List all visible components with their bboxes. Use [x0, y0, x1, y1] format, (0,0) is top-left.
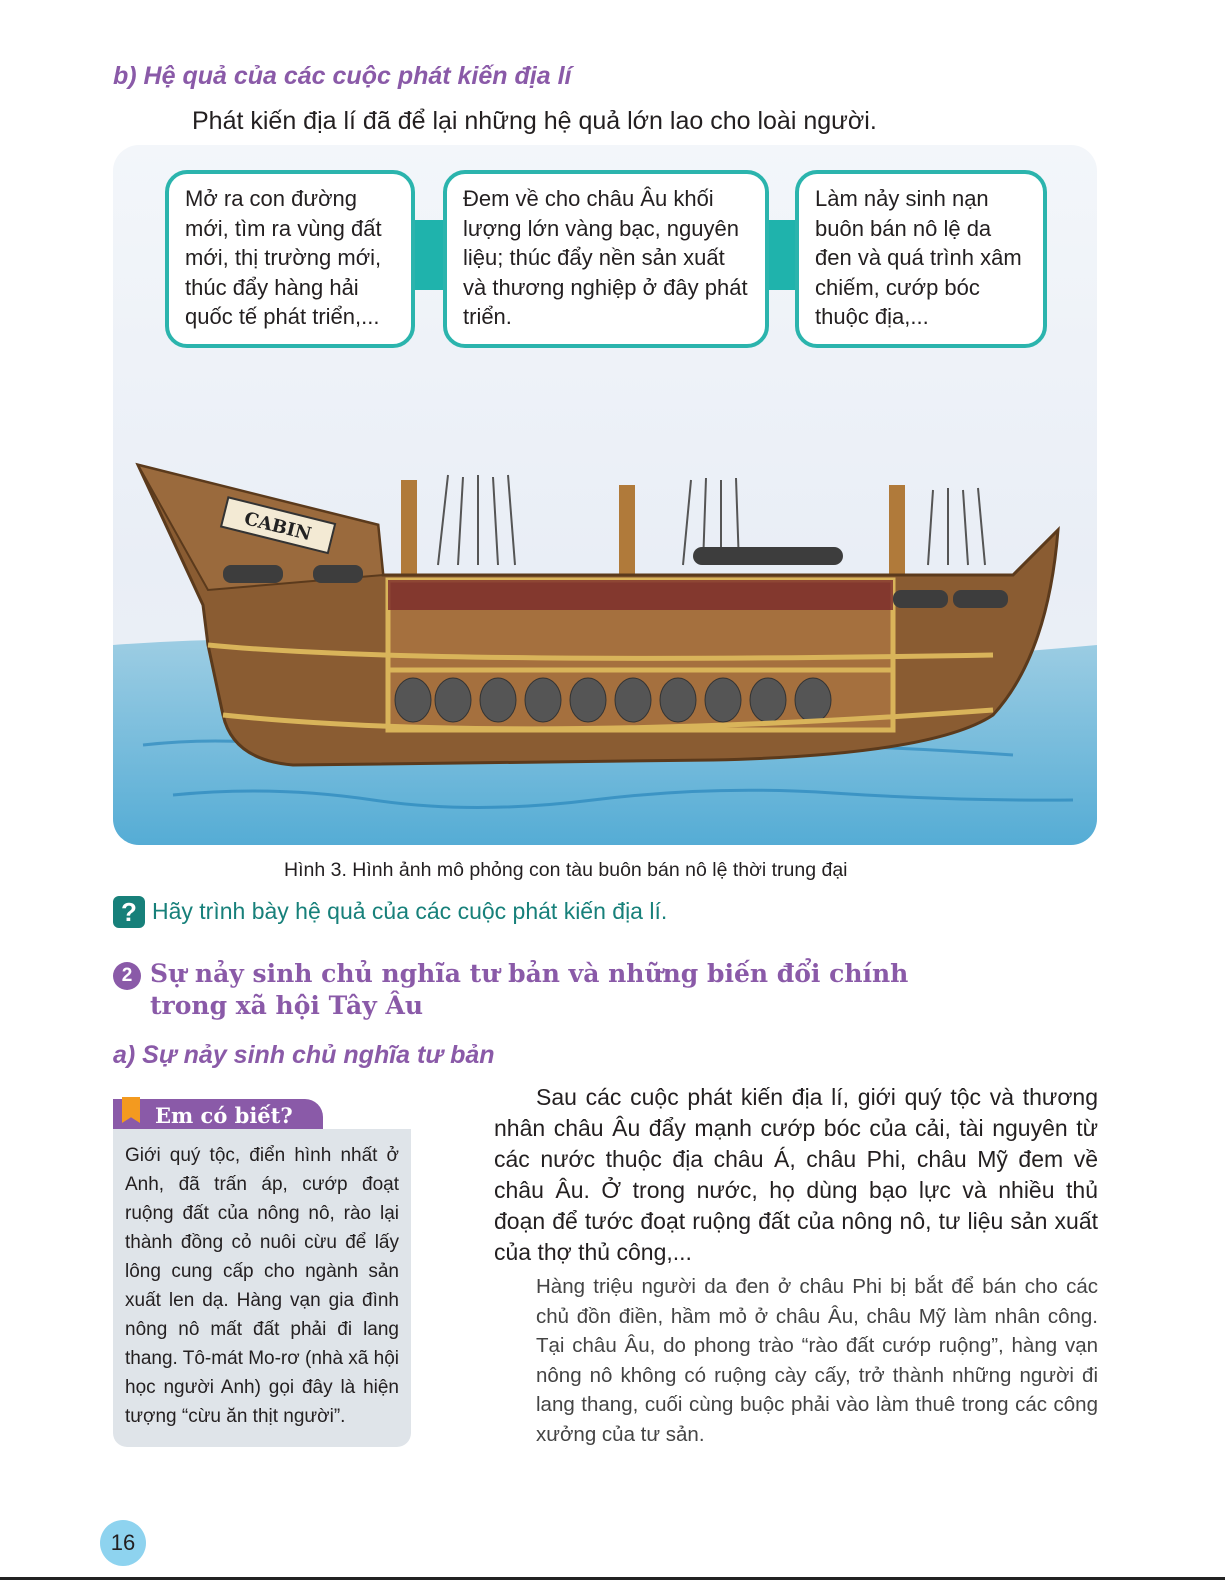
figure-caption: Hình 3. Hình ảnh mô phỏng con tàu buôn bán nô lệ thời trung đại	[284, 859, 848, 881]
main-paragraph: Sau các cuộc phát kiến địa lí, giới quý tộc và thương nhân châu Âu đẩy mạnh cướp bóc của cải, tài nguyên từ các nước thuộc địa châu Á, châu Phi, châu Mỹ đem về châu Âu. Ở trong nước, họ dùng bạo lực và nhiều thủ đoạn để tước đoạt ruộng đất của nông nô, tư liệu sản xuất của thợ thủ công,...	[494, 1084, 1098, 1265]
section-number-badge: 2	[113, 962, 141, 990]
did-you-know-text: Giới quý tộc, điển hình nhất ở Anh, đã trấn áp, cướp đoạt ruộng đất của nông nô, rào lại thành đồng cỏ nuôi cừu để lấy lông cung cấp cho ngành sản xuất len dạ. Hàng vạn gia đình nông nô mất đất phải đi lang thang. Tô-mát Mo-rơ (nhà xã hội học người Anh) gọi đây là hiện tượng “cừu ăn thịt người”.	[125, 1145, 400, 1427]
note-paragraph: Hàng triệu người da đen ở châu Phi bị bắt để bán cho các chủ đồn điền, hầm mỏ ở châu Âu, châu Mỹ làm nhân công. Tại châu Âu, do phong trào “rào đất cướp ruộng”, hàng vạn nông nô không có ruộng cày cấy, trở thành những người đi lang thang, cuối cùng buộc phải vào làm thuê trong các công xưởng của tư sản.	[536, 1275, 1098, 1446]
figure-panel	[113, 145, 1097, 845]
callout-text: Mở ra con đường mới, tìm ra vùng đất mới, thị trường mới, thúc đẩy hàng hải quốc tế phát triển,...	[185, 186, 382, 329]
did-you-know-tab: Em có biết?	[113, 1099, 323, 1132]
did-you-know-box	[113, 1129, 411, 1447]
section-a-heading: a) Sự nảy sinh chủ nghĩa tư bản	[113, 1041, 495, 1069]
question-text: Hãy trình bày hệ quả của các cuộc phát kiến địa lí.	[152, 898, 668, 924]
callout-text: Đem về cho châu Âu khối lượng lớn vàng bạc, nguyên liệu; thúc đẩy nền sản xuất và thương nghiệp ở đây phát triển.	[463, 186, 748, 329]
callout-gold-wealth	[443, 170, 769, 348]
section-b-intro: Phát kiến địa lí đã để lại những hệ quả lớn lao cho loài người.	[192, 107, 877, 135]
page-number: 16	[100, 1520, 146, 1566]
callout-text: Làm nảy sinh nạn buôn bán nô lệ da đen và quá trình xâm chiếm, cướp bóc thuộc địa,...	[815, 186, 1022, 329]
section-2-title-line2: trong xã hội Tây Âu	[150, 991, 424, 1020]
section-2-title-line1: Sự nảy sinh chủ nghĩa tư bản và những biến đổi chính	[150, 959, 909, 988]
callout-new-routes	[165, 170, 415, 348]
cabin-label: CABIN	[242, 508, 314, 546]
slave-ship-illustration	[113, 415, 1097, 845]
section-b-heading: b) Hệ quả của các cuộc phát kiến địa lí	[113, 62, 572, 90]
callout-slave-trade	[795, 170, 1047, 348]
question-icon: ?	[113, 896, 145, 928]
bottom-rule	[0, 1577, 1225, 1580]
